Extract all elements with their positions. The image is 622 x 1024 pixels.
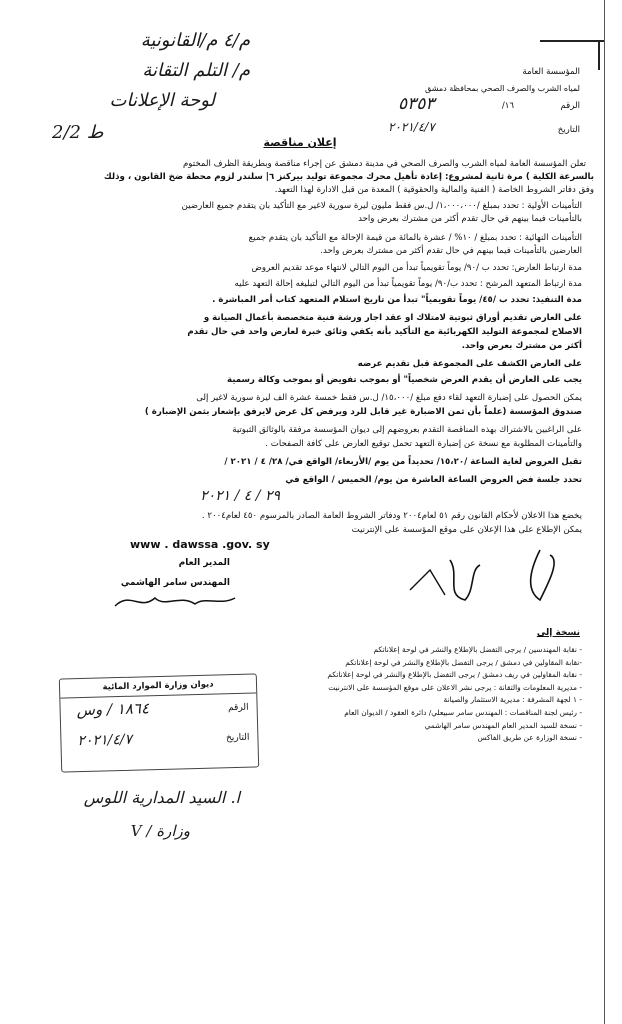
handwritten-note-2: م/ التلم التقانة xyxy=(142,60,250,81)
intro-line-2: بالسرعة الكلية ) مرة ثانية لمشروع: إعادة تأهيل محرك مجموعة توليد بيركنز ٦| سلندر لزوم محطة ضخ القابون ، وذلك xyxy=(103,172,594,182)
copy-item: - نقابة المقاولين في ريف دمشق / يرجى التفضل بالإطلاع والنشر في لوحة إعلاناتكم xyxy=(327,670,582,680)
intro-line-3: وفق دفاتر الشروط الخاصة ( الفنية والمالية والحقوقية ) المعدة من قبل الادارة لهذا التعهد. xyxy=(274,185,594,195)
copy-item: - نسخة الوزارة عن طريق الفاكس xyxy=(477,733,582,743)
copy-item: - مديرية المعلومات والتقانة : يرجى نشر الاعلان على موقع المؤسسة على الانترنيت xyxy=(328,682,582,692)
director-signature-icon xyxy=(110,586,240,616)
copy-item: - رئيس لجنة المناقصات : المهندس سامر سبيعلي/ دائرة العقود / الديوان العام xyxy=(344,707,582,717)
handwritten-initials: ط 2/2 xyxy=(52,122,104,143)
prelim-insurance-line-1: التأمينات الأولية : تحدد بمبلغ /١،٠٠٠،٠٠٠/ ل.س فقط مليون ليرة سورية لاغير مع التأكيد بان يتقدم جميع العارضين xyxy=(181,201,582,211)
registry-stamp xyxy=(59,673,259,772)
stamp-date-value: ٢٠٢١/٤/٧ xyxy=(77,731,133,750)
signature-title: المدير العام xyxy=(178,558,230,568)
winner-bond-period: مدة ارتباط المتعهد المرشح : تحدد ب/٩٠/ يوماً تقويمياً تبدأ من اليوم التالي لتبليغه إحالة التعهد عليه xyxy=(234,279,582,289)
application-line-1: على الراغبين بالاشتراك بهذه المناقصة التقدم بعروضهم إلى ديوان المؤسسة مرفقة بالوثائق الثبوتية xyxy=(232,425,582,435)
execution-period: مدة التنفيذ: تحدد ب /٤٥/ يوماً تقويمياً" تبدأ من تاريخ استلام المتعهد كتاب أمر المباشرة . xyxy=(212,295,582,305)
copy-item: - ١ لجهة المشرفة : مديرية الاستثمار والصيانة xyxy=(443,695,582,705)
signature-name: المهندس سامر الهاشمي xyxy=(120,578,230,588)
letterhead-number-prefix: ١٦/ xyxy=(501,101,514,111)
website-url: www . dawssa .gov. sy xyxy=(130,538,270,551)
letterhead-org: المؤسسة العامة xyxy=(522,67,580,77)
copy-item: - نسخة للسيد المدير العام المهندس سامر الهاشمي xyxy=(424,720,582,730)
handwritten-note-1: م/٤ م/القانونية xyxy=(140,30,250,51)
bidder-bond-period: مدة ارتباط العارض: تحدد ب /٩٠/ يوماً تقويمياً تبدأ من اليوم التالي لانتهاء موعد تقديم العروض xyxy=(251,263,582,273)
copies-list xyxy=(270,644,582,745)
prelim-insurance-line-2: بالتأمينات فيما بينهم في حال تقدم أكثر من مشترك بعرض واحد xyxy=(358,214,582,224)
requirement-line-2: الاصلاح لمجموعة التوليد الكهربائية مع التأكيد بأنه يكفي وثائق خبرة لعارض واحد في حال تقدم xyxy=(187,327,582,337)
final-insurance-line-1: التأمينات النهائية : تحدد بمبلغ / ١٠% / عشرة بالمائة من قيمة الإحالة مع التأكيد بان يتقدم جميع xyxy=(248,233,582,243)
law-reference: يخضع هذا الاعلان لأحكام القانون رقم ٥١ لعام٢٠٠٤ ودفاتر الشروط العامة الصادر بالمرسوم ٤٥٠ لعام٢٠٠٤ . xyxy=(201,511,582,521)
scan-edge-line xyxy=(604,0,605,1024)
inspection-requirement: على العارض الكشف على المجموعة قبل تقديم عرضه xyxy=(357,359,582,369)
scan-edge-mark xyxy=(540,40,604,42)
copy-item: -نقابة المقاولين في دمشق / يرجى التفضل بالإطلاع والنشر في لوحة إعلاناتكم xyxy=(345,657,582,667)
payment-line-1: يمكن الحصول على إضبارة التعهد لقاء دفع مبلغ /١٥،٠٠٠/ ل.س فقط خمسة عشرة الف ليرة سورية لاغير إلى xyxy=(196,393,582,403)
signature-scribbles-icon xyxy=(390,540,590,610)
copy-item: - نقابة المهندسين / يرجى التفضل بالإطلاع والنشر في لوحة إعلاناتكم xyxy=(373,645,582,654)
letterhead-date-value: ٢٠٢١/٤/٧ xyxy=(388,120,435,134)
letterhead-org-full: لمياه الشرب والصرف الصحي بمحافظة دمشق xyxy=(425,84,580,93)
stamp-number-label: الرقم xyxy=(227,702,249,714)
application-line-2: والتأمينات المطلوبة مع نسخة عن إضبارة التعهد تحمل توقيع العارض على كافة الصفحات . xyxy=(265,439,582,449)
letterhead-date-label: التاريخ xyxy=(557,125,580,135)
letterhead-number-label: الرقم xyxy=(560,101,580,111)
requirement-line-1: على العارض تقديم أوراق ثبوتية لامتلاك او عقد اجار ورشة فنية متخصصة بأعمال الصيانة و xyxy=(203,313,582,323)
payment-line-2: صندوق المؤسسة (علماً بأن ثمن الاضبارة غير قابل للرد ويرفض كل عرض لايرفق بإشعار بثمن الإضبارة ) xyxy=(144,407,582,417)
opening-session: تحدد جلسة فض العروض الساعة العاشرة من يوم/ الخميس / الواقع في xyxy=(285,475,582,485)
final-insurance-line-2: العارضين بالتأمينات فيما بينهم في حال تقدم أكثر من مشترك بعرض واحد. xyxy=(320,246,582,256)
announcement-title: إعلان مناقصة xyxy=(263,136,337,149)
stamp-header: ديوان وزارة الموارد المائية xyxy=(60,674,256,698)
handwritten-note-3: لوحة الإعلانات xyxy=(109,90,215,111)
website-note: يمكن الإطلاع على هذا الإعلان على موقع المؤسسة على الإنترنيت xyxy=(351,525,582,535)
bottom-note-2: وزارة / V xyxy=(130,822,190,840)
opening-date-handwritten: ٢٩ / ٤ / ٢٠٢١ xyxy=(200,488,280,504)
bottom-note-1: ا. السيد المدارية اللوس xyxy=(83,788,240,807)
stamp-number-value: ١٨٦٤ / وس xyxy=(76,699,150,720)
scan-edge-corner xyxy=(598,40,600,70)
intro-line-1: تعلن المؤسسة العامة لمياه الشرب والصرف الصحي في مدينة دمشق عن إجراء مناقصة وبطريقة الظرف المختوم xyxy=(182,159,586,169)
letterhead-number-value: ٥٣٥٣ xyxy=(398,94,435,114)
proxy-requirement: يجب على العارض أن يقدم العرض شخصياً" أو بموجب تفويض أو بموجب وكالة رسمية xyxy=(227,375,582,385)
copies-heading: نسخة إلى xyxy=(536,628,580,638)
requirement-line-3: أكثر من مشترك بعرض واحد. xyxy=(461,341,582,351)
stamp-date-label: التاريخ xyxy=(225,732,250,744)
submission-deadline: تقبل العروض لغاية الساعة /١٥،٢٠/ تحديداً من يوم /الأربعاء/ الواقع في/ ٢٨/ ٤ / ٢٠٢١ / xyxy=(224,457,582,467)
